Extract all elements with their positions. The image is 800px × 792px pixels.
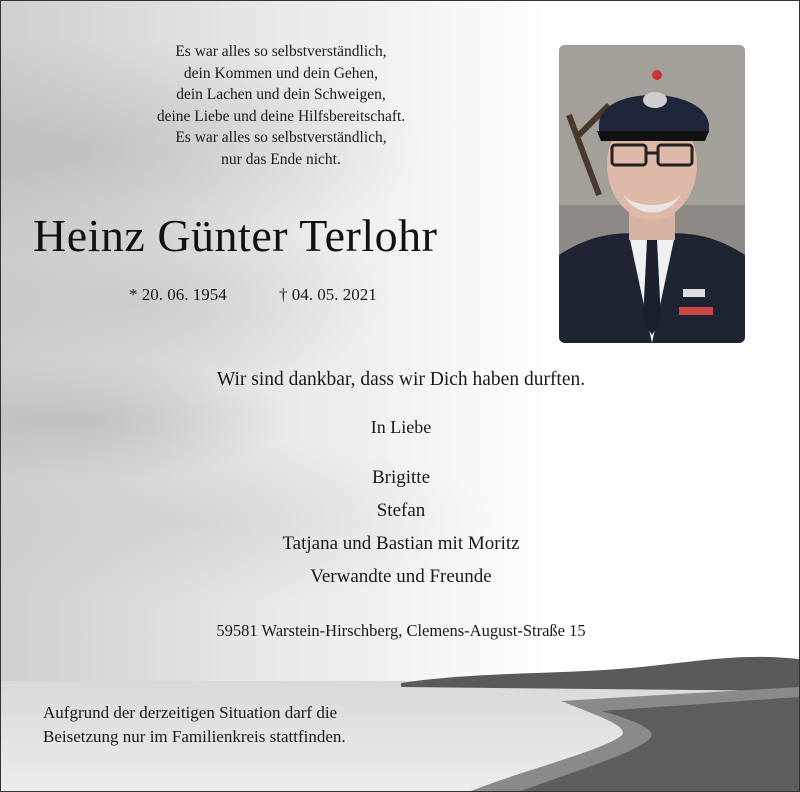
mourner-name: Brigitte [371,467,431,488]
mourners-list [1,461,800,593]
life-dates [129,285,377,305]
poem-line: deine Liebe und deine Hilfsbereitschaft. [156,107,406,125]
gratitude-line: Wir sind dankbar, dass wir Dich haben durften. [216,369,586,390]
birth-date: * 20. 06. 1954 [129,285,227,304]
mourner-name: Tatjana und Bastian mit Moritz [282,533,520,554]
portrait-photo [559,45,745,343]
poem-line: dein Kommen und dein Gehen, [183,64,379,82]
poem-line: dein Lachen und dein Schweigen, [176,86,386,103]
poem-line: Es war alles so selbstverständlich, [175,129,387,146]
death-date: † 04. 05. 2021 [279,285,377,304]
notice-line: Aufgrund der derzeitigen Situation darf die [43,703,338,722]
mourner-name: Verwandte und Freunde [310,566,492,587]
notice-line: Beisetzung nur im Familienkreis stattfinden. [43,727,346,746]
burial-notice [43,701,346,749]
family-address: 59581 Warstein-Hirschberg, Clemens-August-Straße 15 [216,621,586,640]
poem-line: nur das Ende nicht. [221,150,341,168]
poem-line: Es war alles so selbstverständlich, [175,43,387,60]
closing-line: In Liebe [370,417,432,437]
deceased-name: Heinz Günter Terlohr [33,210,438,261]
mourner-name: Stefan [376,500,426,521]
memorial-poem [61,41,501,170]
